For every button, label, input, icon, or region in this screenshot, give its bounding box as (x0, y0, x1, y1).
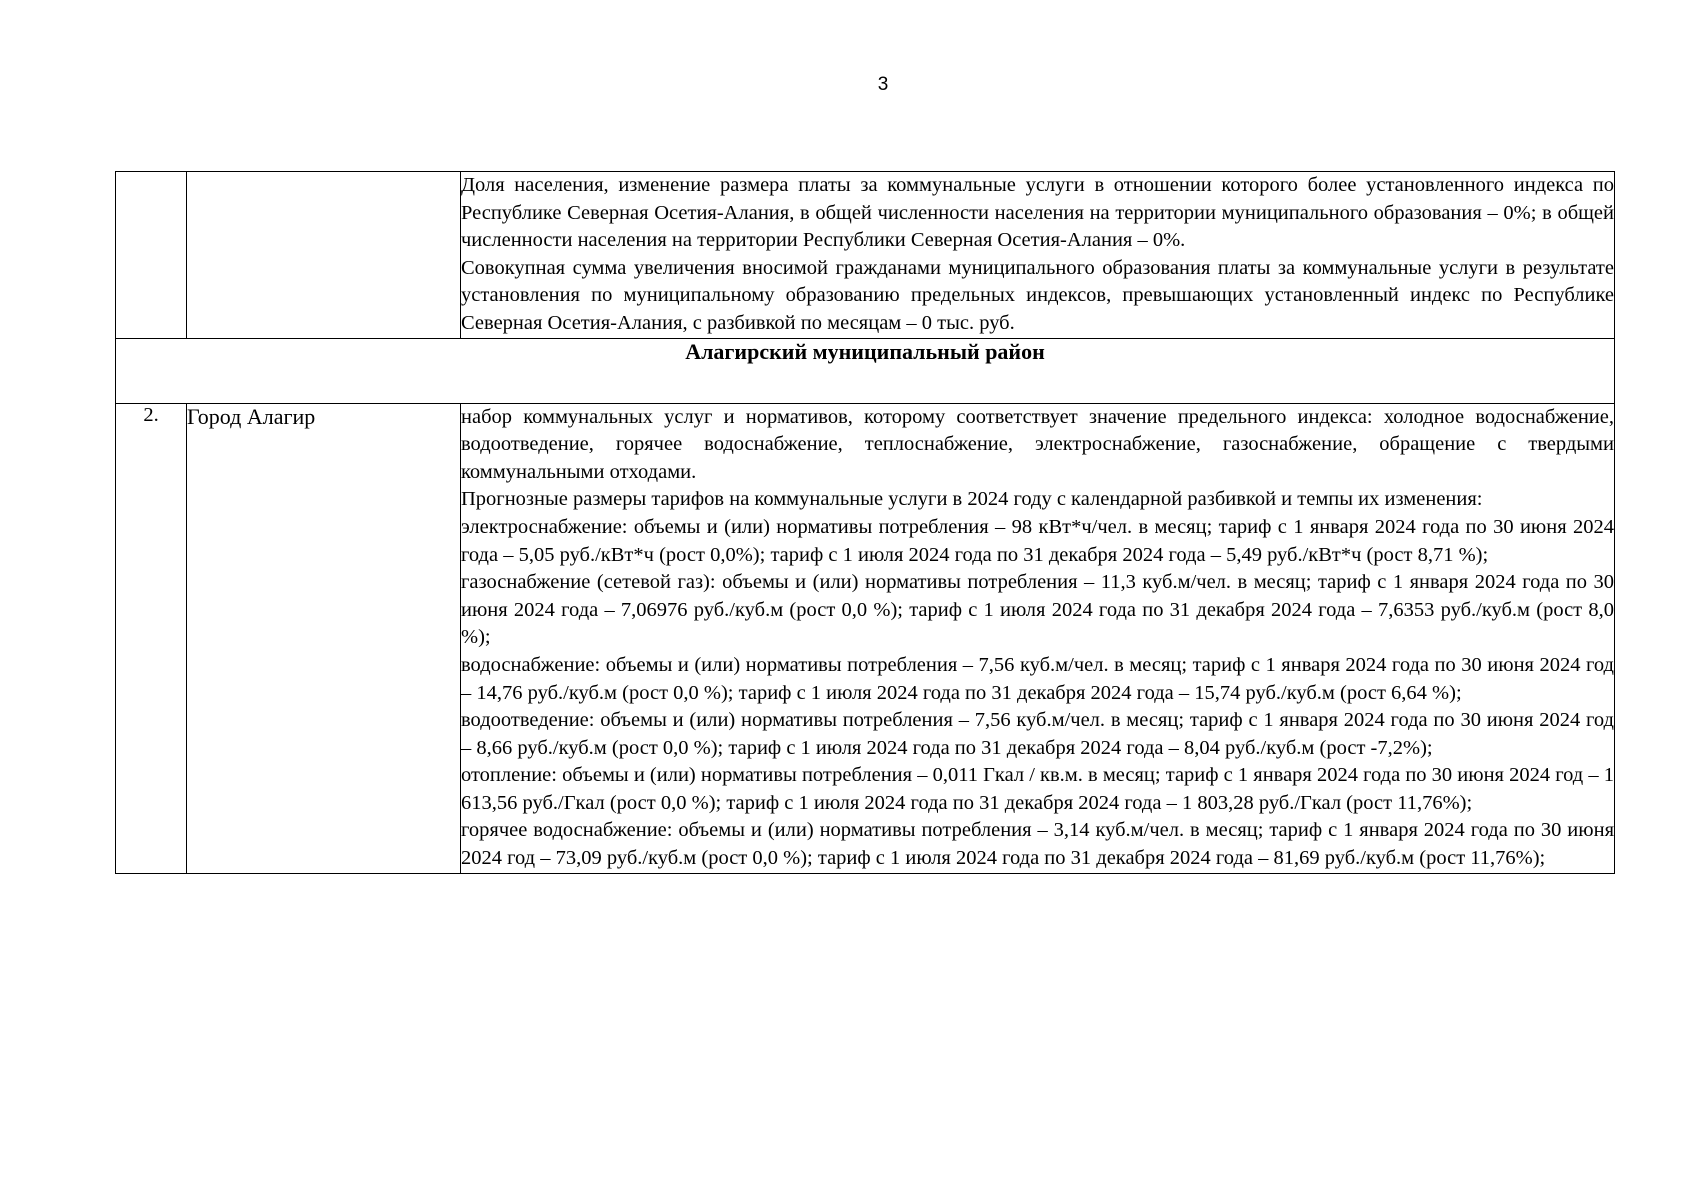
paragraph: набор коммунальных услуг и нормативов, которому соответствует значение предельного индекса: холодное водоснабжение, водоотведение, горячее водоснабжение, теплоснабжение, электроснабжение, газоснабжение, обращение с твердыми коммунальными отходами. (461, 405, 1614, 483)
paragraph: горячее водоснабжение: объемы и (или) нормативы потребления – 3,14 куб.м/чел. в месяц; тариф с 1 января 2024 года по 30 июня 2024 год – 73,09 руб./куб.м (рост 0,0 %); тариф с 1 июля 2024 года по 31 декабря 2024 года – 81,69 руб./куб.м (рост 11,76%); (461, 819, 1614, 870)
paragraph: отопление: объемы и (или) нормативы потребления – 0,011 Гкал / кв.м. в месяц; тариф с 1 января 2024 года по 30 июня 2024 год – 1 613,56 руб./Гкал (рост 0,0 %); тариф с 1 июля 2024 года по 31 декабря 2024 года – 1 803,28 руб./Гкал (рост 11,76%); (461, 764, 1614, 814)
section-title: Алагирский муниципальный район (116, 338, 1615, 403)
paragraph: водоотведение: объемы и (или) нормативы потребления – 7,56 куб.м/чел. в месяц; тариф с 1 января 2024 года по 30 июня 2024 год – 8,66 руб./куб.м (рост 0,0 %); тариф с 1 июля 2024 года по 31 декабря 2024 года – 8,04 руб./куб.м (рост -7,2%); (461, 709, 1614, 759)
paragraph: электроснабжение: объемы и (или) нормативы потребления – 98 кВт*ч/чел. в месяц; тариф с 1 января 2024 года по 30 июня 2024 года – 5,05 руб./кВт*ч (рост 0,0%); тариф с 1 июля 2024 года по 31 декабря 2024 года – 5,49 руб./кВт*ч (рост 8,71 %); (461, 515, 1614, 566)
page-number: 3 (877, 74, 889, 95)
table-row (116, 403, 1615, 873)
paragraph: Совокупная сумма увеличения вносимой гражданами муниципального образования платы за коммунальные услуги в результате установления по муниципальному образованию предельных индексов, превышающих установленный индекс по Республике Северная Осетия-Алания, с разбивкой по месяцам – 0 тыс. руб. (461, 256, 1614, 334)
row-number: 2. (116, 403, 187, 873)
table-row (116, 172, 1615, 339)
paragraph: Доля населения, изменение размера платы за коммунальные услуги в отношении которого более установленного индекса по Республике Северная Осетия-Алания, в общей численности населения на территории муниципального образования – 0%; в общей численности населения на территории Республики Северная Осетия-Алания – 0%. (461, 174, 1614, 252)
paragraph: Прогнозные размеры тарифов на коммунальные услуги в 2024 году с календарной разбивкой и темпы их изменения: (461, 488, 1483, 511)
description-cell (461, 403, 1615, 873)
name-cell (187, 172, 461, 339)
paragraph: газоснабжение (сетевой газ): объемы и (или) нормативы потребления – 11,3 куб.м/чел. в месяц; тариф с 1 января 2024 года по 30 июня 2024 года – 7,06976 руб./куб.м (рост 0,0 %); тариф с 1 июля 2024 года по 31 декабря 2024 года – 7,6353 руб./куб.м (рост 8,0 %); (461, 571, 1614, 649)
municipality-name: Город Алагир (187, 403, 461, 873)
description-cell (461, 172, 1615, 339)
tariff-table (115, 171, 1615, 874)
section-header-row (116, 338, 1615, 403)
number-cell (116, 172, 187, 339)
paragraph: водоснабжение: объемы и (или) нормативы потребления – 7,56 куб.м/чел. в месяц; тариф с 1 января 2024 года по 30 июня 2024 год – 14,76 руб./куб.м (рост 0,0 %); тариф с 1 июля 2024 года по 31 декабря 2024 года – 15,74 руб./куб.м (рост 6,64 %); (461, 653, 1614, 704)
